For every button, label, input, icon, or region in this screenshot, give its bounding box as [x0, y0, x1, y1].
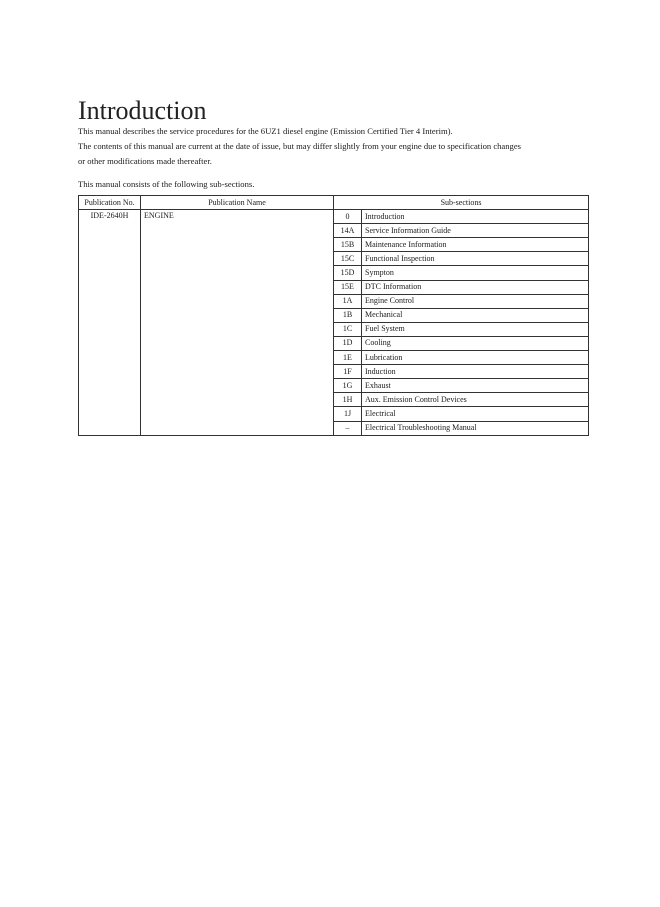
subsection-name: Aux. Emission Control Devices	[362, 393, 589, 407]
subsection-name: Maintenance Information	[362, 238, 589, 252]
intro-paragraph-3: or other modifications made thereafter.	[78, 156, 212, 166]
subsection-name: Lubrication	[362, 351, 589, 365]
subsection-code: 1D	[334, 336, 362, 350]
table-row	[79, 210, 589, 224]
subsection-name: Service Information Guide	[362, 224, 589, 238]
subsection-code: 15C	[334, 252, 362, 266]
table-body	[79, 210, 589, 436]
subsection-name: Functional Inspection	[362, 252, 589, 266]
subsection-code: 1C	[334, 322, 362, 336]
subsection-name: Fuel System	[362, 322, 589, 336]
subsection-code: 1B	[334, 308, 362, 322]
subsection-name: Engine Control	[362, 294, 589, 308]
subsection-name: DTC Information	[362, 280, 589, 294]
subsection-name: Cooling	[362, 336, 589, 350]
header-subsections: Sub-sections	[334, 196, 589, 210]
intro-paragraph-1: This manual describes the service procedures for the 6UZ1 diesel engine (Emission Certified Tier 4 Interim).	[78, 126, 453, 136]
subsection-name: Electrical Troubleshooting Manual	[362, 421, 589, 435]
publication-number: IDE-2640H	[79, 210, 141, 436]
subsection-code: 15E	[334, 280, 362, 294]
subsection-code: 15D	[334, 266, 362, 280]
subsection-code: 1H	[334, 393, 362, 407]
subsection-name: Exhaust	[362, 379, 589, 393]
subsection-code: 1G	[334, 379, 362, 393]
subsection-name: Sympton	[362, 266, 589, 280]
intro-paragraph-2: The contents of this manual are current at the date of issue, but may differ slightly from your engine due to specification changes	[78, 141, 521, 151]
subsection-code: 14A	[334, 224, 362, 238]
subsection-name: Induction	[362, 365, 589, 379]
subsection-code: 15B	[334, 238, 362, 252]
subsection-code: 1F	[334, 365, 362, 379]
subsection-name: Electrical	[362, 407, 589, 421]
subsection-name: Mechanical	[362, 308, 589, 322]
header-publication-name: Publication Name	[141, 196, 334, 210]
subsection-code: 1J	[334, 407, 362, 421]
table-header-row	[79, 196, 589, 210]
subsection-code: 0	[334, 210, 362, 224]
subsection-name: Introduction	[362, 210, 589, 224]
page-title: Introduction	[78, 96, 207, 125]
publication-name: ENGINE	[141, 210, 334, 436]
subsection-code: –	[334, 421, 362, 435]
subsection-code: 1E	[334, 351, 362, 365]
table-caption: This manual consists of the following sub-sections.	[78, 179, 255, 189]
subsections-table	[78, 195, 589, 436]
header-publication-no: Publication No.	[79, 196, 141, 210]
subsection-code: 1A	[334, 294, 362, 308]
